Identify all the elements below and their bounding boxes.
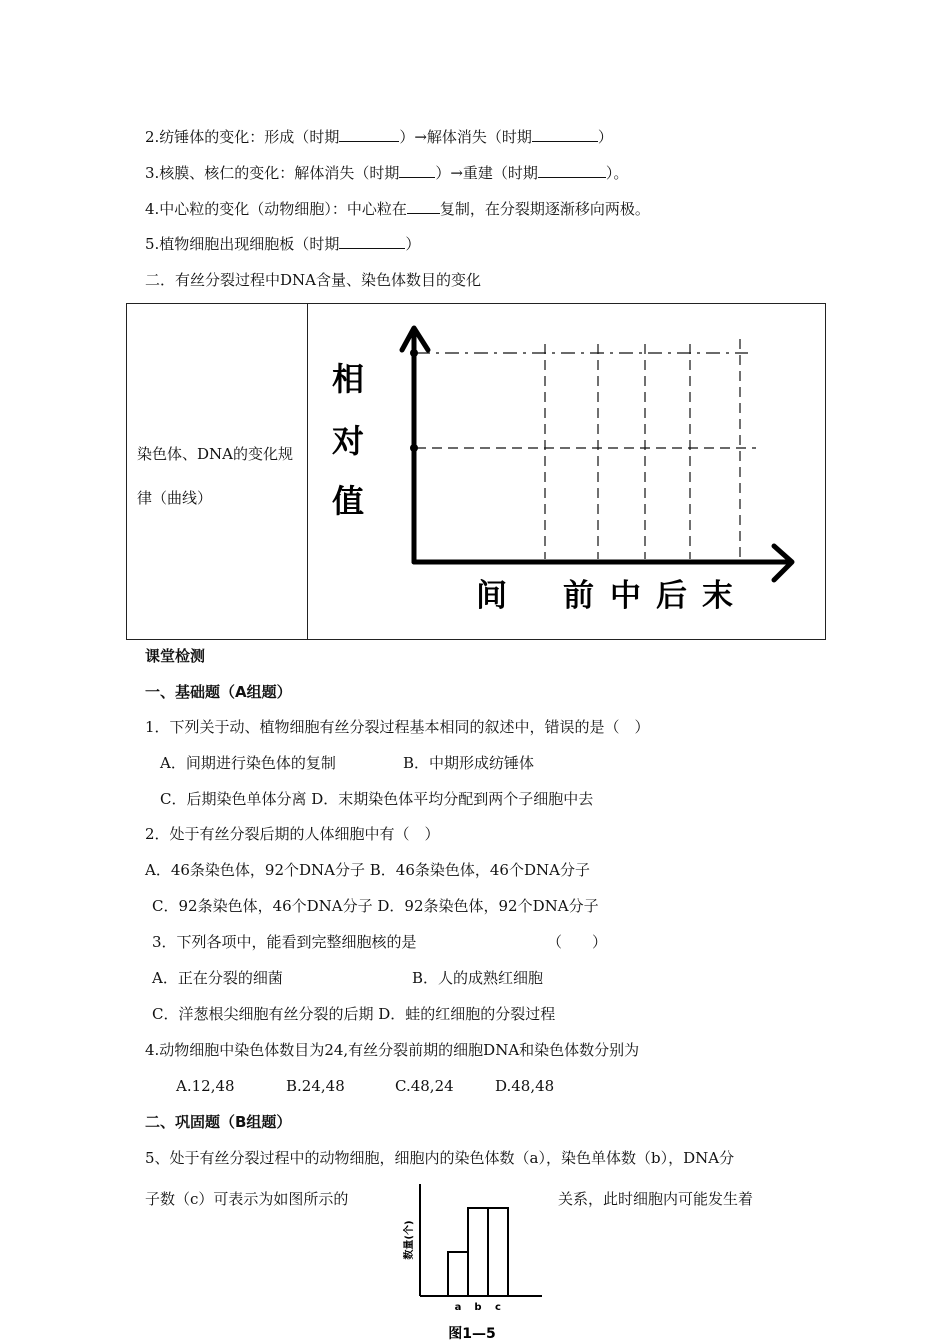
q2-options-cd[interactable]: C．92条染色体，46个DNA分子 D．92条染色体，92个DNA分子	[152, 897, 599, 915]
phase-prophase: 前	[563, 578, 594, 614]
q4-option-a[interactable]: A.12,48	[176, 1077, 235, 1095]
q1-option-a[interactable]: A．间期进行染色体的复制	[160, 754, 336, 772]
phase-metaphase: 中	[610, 578, 641, 614]
bar-b	[468, 1208, 488, 1296]
quiz-heading: 课堂检测	[145, 647, 206, 665]
q3-options-cd[interactable]: C．洋葱根尖细胞有丝分裂的后期 D．蛙的红细胞的分裂过程	[152, 1005, 556, 1023]
line-nuclear-membrane: 3.核膜、核仁的变化：解体消失（时期 ）→重建（时期 ）。	[145, 164, 629, 182]
figure-caption: 图1—5	[448, 1326, 496, 1342]
axes	[402, 328, 792, 580]
category-label-a: a	[454, 1302, 462, 1313]
q3-answer-paren[interactable]: （ ）	[547, 933, 608, 951]
section-b: 二、巩固题（B组题）	[145, 1113, 292, 1131]
q4-option-c[interactable]: C.48,24	[395, 1077, 454, 1095]
line-centriole: 4.中心粒的变化（动物细胞）：中心粒在 复制，在分裂期逐渐移向两极。	[145, 200, 650, 218]
q3-option-b[interactable]: B．人的成熟红细胞	[412, 969, 544, 987]
blank-axes-graph[interactable]	[308, 304, 826, 639]
question-4: 4.动物细胞中染色体数目为24,有丝分裂前期的细胞DNA和染色体数分别为	[145, 1041, 640, 1059]
blank-4[interactable]	[538, 163, 606, 178]
blank-3[interactable]	[399, 163, 435, 178]
phase-interphase: 间	[476, 578, 507, 614]
category-label-c: c	[495, 1302, 501, 1313]
phase-telophase: 末	[702, 578, 733, 614]
question-3: 3．下列各项中，能看到完整细胞核的是	[152, 933, 417, 951]
blank-6[interactable]	[339, 234, 405, 249]
gridlines	[416, 339, 756, 559]
y-axis-label: 数量(个)	[404, 1220, 415, 1260]
question-5-line2b: 关系，此时细胞内可能发生着	[558, 1190, 754, 1208]
line-cell-plate: 5.植物细胞出现细胞板（时期 ）	[145, 235, 421, 253]
blank-5[interactable]	[407, 199, 440, 214]
bar-a	[448, 1252, 468, 1296]
question-2: 2．处于有丝分裂后期的人体细胞中有（ ）	[145, 825, 440, 843]
bars	[448, 1208, 508, 1296]
section-a: 一、基础题（A组题）	[145, 683, 292, 701]
q4-option-d[interactable]: D.48,48	[495, 1077, 555, 1095]
bar-c	[488, 1208, 508, 1296]
q1-options-cd[interactable]: C．后期染色单体分离 D．末期染色体平均分配到两个子细胞中去	[160, 790, 594, 808]
q4-option-b[interactable]: B.24,48	[286, 1077, 345, 1095]
section-heading-dna: 二．有丝分裂过程中DNA含量、染色体数目的变化	[145, 271, 481, 289]
category-label-b: b	[474, 1302, 482, 1313]
y-title-3: 值	[332, 482, 365, 520]
table-label: 染色体、DNA的变化规律（曲线）	[137, 445, 293, 507]
blank-2[interactable]	[532, 127, 598, 142]
question-1: 1．下列关于动、植物细胞有丝分裂过程基本相同的叙述中，错误的是（ ）	[145, 718, 650, 736]
category-labels	[455, 1302, 501, 1313]
line-spindle: 2.纺锤体的变化：形成（时期 ）→解体消失（时期 ）	[145, 128, 613, 146]
q1-option-b[interactable]: B．中期形成纺锤体	[403, 754, 535, 772]
q2-options-ab[interactable]: A．46条染色体，92个DNA分子 B．46条染色体，46个DNA分子	[145, 861, 590, 879]
figure-1-5	[390, 1180, 550, 1342]
q3-option-a[interactable]: A．正在分裂的细菌	[152, 969, 283, 987]
blank-1[interactable]	[339, 127, 399, 142]
question-5-line1: 5、处于有丝分裂过程中的动物细胞，细胞内的染色体数（a），染色单体数（b），DNA分	[145, 1149, 735, 1167]
tick-mid	[410, 444, 418, 452]
question-5-line2a: 子数（c）可表示为如图所示的	[145, 1190, 349, 1208]
phase-anaphase: 后	[656, 578, 687, 614]
tick-top	[410, 349, 418, 357]
y-title-2: 对	[332, 422, 365, 460]
y-title-1: 相	[332, 360, 365, 398]
